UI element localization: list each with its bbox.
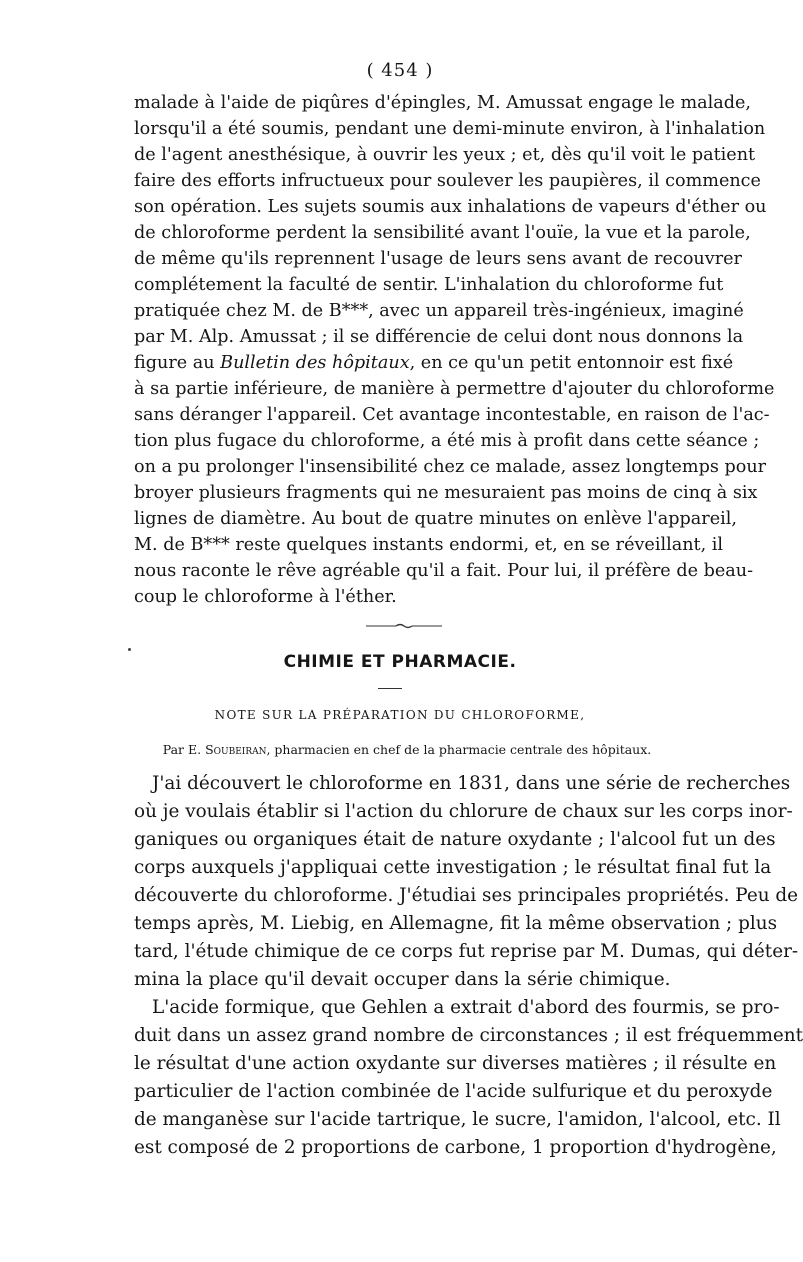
text-line: de l'agent anesthésique, à ouvrir les yeux ; et, dès qu'il voit le patient (134, 145, 756, 165)
note-title: NOTE SUR LA PRÉPARATION DU CHLOROFORME, (214, 708, 586, 722)
text-line: coup le chloroforme à l'éther. (134, 587, 397, 607)
text-line: broyer plusieurs fragments qui ne mesuraient pas moins de cinq à six (134, 483, 758, 503)
text-line: où je voulais établir si l'action du chlorure de chaux sur les corps inor- (134, 801, 793, 822)
byline-rest: , pharmacien en chef de la pharmacie centrale des hôpitaux. (266, 742, 652, 757)
text-line-with-italic (134, 350, 734, 376)
text-line: L'acide formique, que Gehlen a extrait d'abord des fourmis, se pro- (152, 997, 780, 1018)
text-line: faire des efforts infructueux pour soulever les paupières, il commence (134, 171, 761, 191)
ornament-divider (366, 623, 442, 629)
text-line: de même qu'ils reprennent l'usage de leurs sens avant de recouvrer (134, 249, 742, 269)
author-byline (134, 742, 680, 757)
text-line: temps après, M. Liebig, en Allemagne, fit la même observation ; plus (134, 913, 778, 934)
section-heading: CHIMIE ET PHARMACIE. (283, 652, 517, 672)
short-rule (378, 688, 402, 689)
text-line: particulier de l'action combinée de l'acide sulfurique et du peroxyde (134, 1081, 773, 1102)
text-line: M. de B*** reste quelques instants endormi, et, en se réveillant, il (134, 535, 724, 555)
text-line: mina la place qu'il devait occuper dans la série chimique. (134, 969, 671, 990)
text-line: on a pu prolonger l'insensibilité chez ce malade, assez longtemps pour (134, 457, 767, 477)
italic-title: Bulletin des hôpitaux (220, 353, 410, 373)
text-line: est composé de 2 proportions de carbone, 1 proportion d'hydrogène, (134, 1137, 777, 1158)
text-line: lignes de diamètre. Au bout de quatre minutes on enlève l'appareil, (134, 509, 737, 529)
text-line: malade à l'aide de piqûres d'épingles, M. Amussat engage le malade, (134, 93, 752, 113)
page-number: ( 454 ) (366, 60, 434, 81)
text-line: pratiquée chez M. de B***, avec un appareil très-ingénieux, imaginé (134, 301, 744, 321)
text-line: par M. Alp. Amussat ; il se différencie de celui dont nous donnons la (134, 327, 744, 347)
text-line: à sa partie inférieure, de manière à permettre d'ajouter du chloroforme (134, 379, 775, 399)
text-line: le résultat d'une action oxydante sur diverses matières ; il résulte en (134, 1053, 777, 1074)
byline-prefix: Par E. (162, 742, 206, 757)
author-name: Soubeiran (205, 742, 267, 757)
text-line: corps auxquels j'appliquai cette investigation ; le résultat final fut la (134, 857, 772, 878)
text-line: tard, l'étude chimique de ce corps fut reprise par M. Dumas, qui déter- (134, 941, 799, 962)
text-line: de manganèse sur l'acide tartrique, le sucre, l'amidon, l'alcool, etc. Il (134, 1109, 781, 1130)
ink-speck (128, 648, 131, 651)
text-line: sans déranger l'appareil. Cet avantage incontestable, en raison de l'ac- (134, 405, 770, 425)
text-line: lorsqu'il a été soumis, pendant une demi-minute environ, à l'inhalation (134, 119, 766, 139)
text-fragment: , en ce qu'un petit entonnoir est fixé (409, 353, 734, 373)
text-line: duit dans un assez grand nombre de circonstances ; il est fréquemment (134, 1025, 803, 1046)
text-line: de chloroforme perdent la sensibilité avant l'ouïe, la vue et la parole, (134, 223, 751, 243)
text-line: son opération. Les sujets soumis aux inhalations de vapeurs d'éther ou (134, 197, 767, 217)
text-line: tion plus fugace du chloroforme, a été mis à profit dans cette séance ; (134, 431, 760, 451)
text-line: complétement la faculté de sentir. L'inhalation du chloroforme fut (134, 275, 724, 295)
text-line: nous raconte le rêve agréable qu'il a fait. Pour lui, il préfère de beau- (134, 561, 754, 581)
text-fragment: figure au (134, 353, 221, 373)
text-line: J'ai découvert le chloroforme en 1831, dans une série de recherches (152, 773, 791, 794)
text-line: découverte du chloroforme. J'étudiai ses principales propriétés. Peu de (134, 885, 799, 906)
text-line: ganiques ou organiques était de nature oxydante ; l'alcool fut un des (134, 829, 776, 850)
